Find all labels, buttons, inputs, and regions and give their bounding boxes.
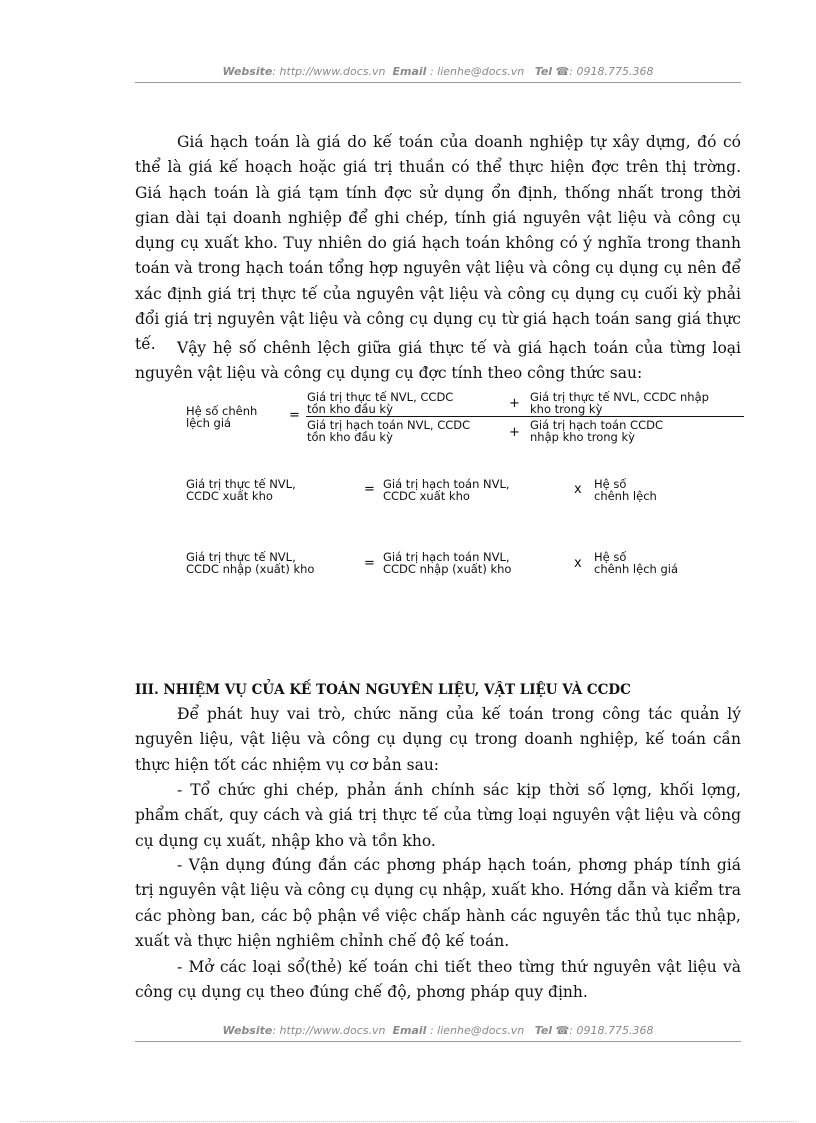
- footer-email-value: : lienhe@docs.vn: [429, 1024, 525, 1037]
- formula1-equals: =: [289, 408, 300, 423]
- formula2-middle: Giá trị hạch toán NVL, CCDC xuất kho: [383, 477, 510, 503]
- formula3-times: x: [574, 556, 582, 571]
- formula3-middle: Giá trị hạch toán NVL, CCDC nhập (xuất) kho: [383, 550, 512, 576]
- formula2-equals: =: [364, 482, 375, 497]
- formula1-numerator-a: Giá trị thực tế NVL, CCDC tồn kho đầu kỳ: [307, 390, 454, 416]
- email-label: Email: [392, 65, 427, 78]
- formula2-times: x: [574, 482, 582, 497]
- footer-website-label: Website: [222, 1024, 273, 1037]
- page-bottom-border: [20, 1121, 796, 1122]
- footer-tel-label: Tel: [534, 1024, 553, 1037]
- email-value: : lienhe@docs.vn: [429, 65, 525, 78]
- formula1-fraction-bar: [306, 416, 744, 417]
- phone-icon: ☎: [555, 65, 570, 78]
- formula1-numerator-b: Giá trị thực tế NVL, CCDC nhập kho trong kỳ: [530, 390, 709, 416]
- formula1-plus-bottom: +: [509, 425, 520, 440]
- section-heading: III. NHIỆM VỤ CỦA KẾ TOÁN NGUYÊN LIỆU, VẬT LIỆU VÀ CCDC: [135, 682, 631, 698]
- footer-website-value: : http://www.docs.vn: [272, 1024, 386, 1037]
- header-rule: [135, 82, 741, 83]
- website-value: : http://www.docs.vn: [272, 65, 386, 78]
- tel-value: : 0918.775.368: [569, 65, 654, 78]
- formula1-lhs: Hệ số chênh lệch giá: [186, 404, 258, 430]
- paragraph-he-so: Vậy hệ số chênh lệch giữa giá thực tế và giá hạch toán của từng loại nguyên vật liệu và công cụ dụng cụ đợc tính theo công thức sau:: [135, 339, 741, 383]
- formula3-equals: =: [364, 556, 375, 571]
- paragraph-hach-toan: Giá hạch toán là giá do kế toán của doanh nghiệp tự xây dựng, đó có thể là giá kế hoạch hoặc giá trị thuần có thể thực hiện đợc trên thị trờng. Giá hạch toán là giá tạm tính đợc sử dụng ổn định, thống nhất trong thời gian dài tại doanh nghiệp để ghi chép, tính giá nguyên vật liệu và công cụ dụng cụ xuất kho. Tuy nhiên do giá hạch toán không có ý nghĩa trong thanh toán và trong hạch toán tổng hợp nguyên vật liệu và công cụ dụng cụ nên để xác định giá trị thực tế của nguyên vật liệu và công cụ dụng cụ cuối kỳ phải đổi giá trị nguyên vật liệu và công cụ dụng cụ từ giá hạch toán sang giá thực tế.: [135, 133, 741, 354]
- formula1-denominator-a: Giá trị hạch toán NVL, CCDC tồn kho đầu kỳ: [307, 418, 471, 444]
- website-label: Website: [222, 65, 273, 78]
- formula1-denominator-b: Giá trị hạch toán CCDC nhập kho trong kỳ: [530, 418, 663, 444]
- formula2-rhs: Hệ số chênh lệch: [594, 477, 657, 503]
- phone-icon: ☎: [555, 1024, 570, 1037]
- footer-tel-value: : 0918.775.368: [569, 1024, 654, 1037]
- footer-email-label: Email: [392, 1024, 427, 1037]
- task-item-ghi-chep: - Tổ chức ghi chép, phản ánh chính sác kịp thời số lợng, khối lợng, phẩm chất, quy cách và giá trị thực tế của từng loại nguyên vật liệu và công cụ dụng cụ xuất, nhập kho và tồn kho.: [135, 781, 741, 850]
- formula3-lhs: Giá trị thực tế NVL, CCDC nhập (xuất) kho: [186, 550, 315, 576]
- footer-rule: [135, 1041, 741, 1042]
- formula3-rhs: Hệ số chênh lệch giá: [594, 550, 678, 576]
- page-footer: [135, 1024, 741, 1037]
- section-intro-paragraph: Để phát huy vai trò, chức năng của kế toán trong công tác quản lý nguyên liệu, vật liệu và công cụ dụng cụ trong doanh nghiệp, kế toán cần thực hiện tốt các nhiệm vụ cơ bản sau:: [135, 705, 741, 774]
- page-header: [135, 65, 741, 78]
- tel-label: Tel: [534, 65, 553, 78]
- formula2-lhs: Giá trị thực tế NVL, CCDC xuất kho: [186, 477, 296, 503]
- task-item-van-dung: - Vận dụng đúng đắn các phơng pháp hạch toán, phơng pháp tính giá trị nguyên vật liệu và công cụ dụng cụ nhập, xuất kho. Hớng dẫn và kiểm tra các phòng ban, các bộ phận về việc chấp hành các nguyên tắc thủ tục nhập, xuất và thực hiện nghiêm chỉnh chế độ kế toán.: [135, 856, 741, 950]
- task-item-mo-so: - Mở các loại sổ(thẻ) kế toán chi tiết theo từng thứ nguyên vật liệu và công cụ dụng cụ theo đúng chế độ, phơng pháp quy định.: [135, 958, 741, 1002]
- formula1-plus-top: +: [509, 396, 520, 411]
